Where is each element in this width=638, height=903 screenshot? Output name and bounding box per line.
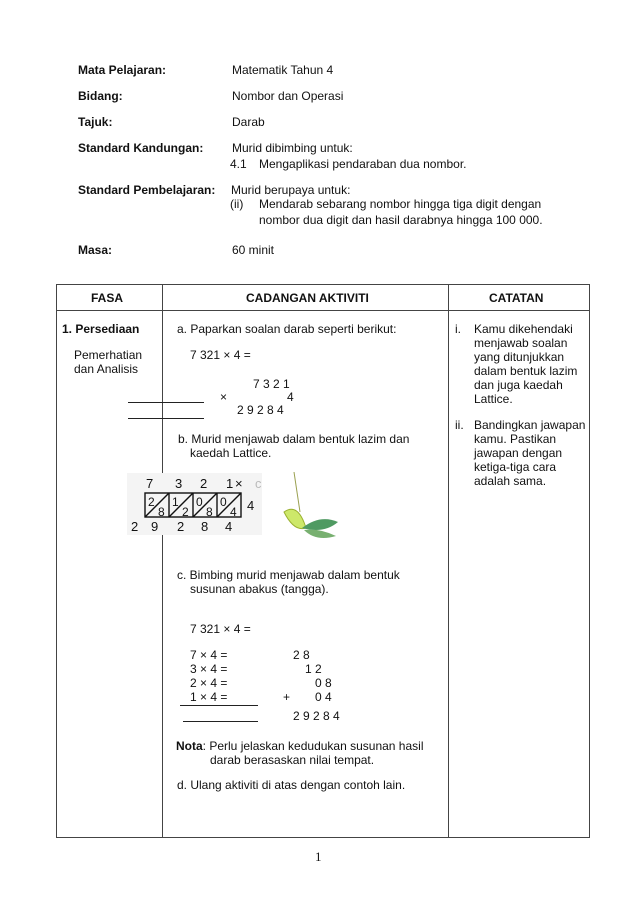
fasa-sub1: Pemerhatian (74, 348, 143, 362)
content-standard-line1: Murid dibimbing untuk: (232, 141, 353, 155)
lattice-cell-digit: 0 (196, 495, 203, 509)
learning-standard-line1: Murid berupaya untuk: (231, 183, 351, 197)
note-ii-line: kamu. Pastikan (474, 432, 557, 446)
lattice-cell-digit: 8 (206, 505, 213, 519)
column-header-catatan: CATATAN (489, 291, 544, 305)
content-standard-number: 4.1 (230, 157, 247, 171)
abacus-row-right: 2 8 (293, 648, 310, 662)
content-standard-label: Standard Kandungan: (78, 141, 204, 155)
learning-standard-label: Standard Pembelajaran: (78, 183, 216, 197)
abacus-row-left: 2 × 4 = (190, 676, 228, 690)
fasa-blank-line-1 (128, 402, 204, 403)
lattice-cell-digit: 2 (148, 495, 155, 509)
lattice-cell-digit: 1 (172, 495, 179, 509)
page-number: 1 (315, 849, 322, 864)
abacus-total: 2 9 2 8 4 (293, 709, 340, 723)
lattice-cell-digit: 0 (220, 495, 227, 509)
abacus-sum-line-1 (180, 705, 258, 706)
lattice-top-digit: 2 (200, 476, 208, 491)
activity-a-multiplier: 4 (287, 390, 294, 404)
fasa-blank-line-2 (128, 418, 204, 419)
lattice-top-digit: 1 (226, 476, 234, 491)
lattice-faded-mark: c (255, 476, 262, 491)
abacus-row-left: 1 × 4 = (190, 690, 228, 704)
time-value: 60 minit (232, 243, 275, 257)
note-i-line: menjawab soalan (474, 336, 568, 350)
fasa-sub2: dan Analisis (74, 362, 139, 376)
activity-a-result: 2 9 2 8 4 (237, 403, 284, 417)
column-divider-2 (448, 284, 449, 838)
lattice-cell-digit: 4 (230, 505, 237, 519)
learning-standard-line3: nombor dua digit dan hasil darabnya hingga 100 000. (259, 213, 543, 227)
activity-a-question: 7 321 × 4 = (190, 348, 251, 362)
column-divider-1 (162, 284, 163, 838)
subject-label: Mata Pelajaran: (78, 63, 167, 77)
abacus-row-left: 3 × 4 = (190, 662, 228, 676)
learning-standard-line2: Mendarab sebarang nombor hingga tiga digit dengan (259, 197, 542, 211)
lattice-bottom-digit: 8 (201, 519, 209, 534)
note-i-line: dalam bentuk lazim (474, 364, 578, 378)
plant-illustration (280, 472, 350, 567)
abacus-row-left: 7 × 4 = (190, 648, 228, 662)
lattice-bottom-digit: 2 (131, 519, 139, 534)
note-i-line: Lattice. (474, 392, 513, 406)
note-i-line: yang ditunjukkan (474, 350, 565, 364)
field-label: Bidang: (78, 89, 123, 103)
lattice-top-digit: 7 (146, 476, 154, 491)
note-ii-line: ketiga-tiga cara (474, 460, 557, 474)
activity-a-times-sign: × (220, 390, 228, 404)
note-ii-line: adalah sama. (474, 474, 547, 488)
abacus-plus-sign: + (283, 690, 291, 704)
subject-value: Matematik Tahun 4 (232, 63, 334, 77)
activity-c-question: 7 321 × 4 = (190, 622, 251, 636)
note-ii-line: Bandingkan jawapan (474, 418, 586, 432)
lattice-times-sign: × (235, 476, 243, 491)
activity-b-line1: b. Murid menjawab dalam bentuk lazim dan (178, 432, 410, 446)
lattice-bottom-digit: 9 (151, 519, 159, 534)
note-line1 (176, 739, 423, 753)
abacus-row-right: 0 4 (315, 690, 332, 704)
activity-c-line2: susunan abakus (tangga). (190, 582, 329, 596)
time-label: Masa: (78, 243, 113, 257)
table-header-divider (56, 310, 590, 311)
lattice-bottom-digit: 4 (225, 519, 233, 534)
activity-b-line2: kaedah Lattice. (190, 446, 272, 460)
column-header-fasa: FASA (91, 291, 124, 305)
note-i-number: i. (455, 322, 461, 336)
learning-standard-number: (ii) (230, 197, 244, 211)
field-value: Nombor dan Operasi (232, 89, 344, 103)
note-ii-number: ii. (455, 418, 464, 432)
lattice-diagram (127, 473, 262, 535)
abacus-sum-line-2 (183, 721, 258, 722)
note-i-line: Kamu dikehendaki (474, 322, 573, 336)
column-header-aktiviti: CADANGAN AKTIVITI (246, 291, 369, 305)
lattice-cell-digit: 8 (158, 505, 165, 519)
topic-label: Tajuk: (78, 115, 113, 129)
lattice-side-digit: 4 (247, 498, 255, 513)
topic-value: Darab (232, 115, 265, 129)
lattice-top-digit: 3 (175, 476, 183, 491)
activity-d-line: d. Ulang aktiviti di atas dengan contoh lain. (177, 778, 406, 792)
note-ii-line: jawapan dengan (474, 446, 563, 460)
fasa-title: 1. Persediaan (62, 322, 140, 336)
activity-c-line1: c. Bimbing murid menjawab dalam bentuk (177, 568, 400, 582)
lattice-cell-digit: 2 (182, 505, 189, 519)
note-line2: darab berasaskan nilai tempat. (210, 753, 375, 767)
activity-a-multiplicand: 7 3 2 1 (253, 377, 290, 391)
abacus-row-right: 1 2 (305, 662, 322, 676)
note-text: : Perlu jelaskan kedudukan susunan hasil (202, 739, 424, 753)
content-standard-line2: Mengaplikasi pendaraban dua nombor. (259, 157, 467, 171)
note-label: Nota (176, 739, 203, 753)
activity-a-instruction: a. Paparkan soalan darab seperti berikut: (177, 322, 397, 336)
lattice-bottom-digit: 2 (177, 519, 185, 534)
note-i-line: dan juga kaedah (474, 378, 563, 392)
abacus-row-right: 0 8 (315, 676, 332, 690)
